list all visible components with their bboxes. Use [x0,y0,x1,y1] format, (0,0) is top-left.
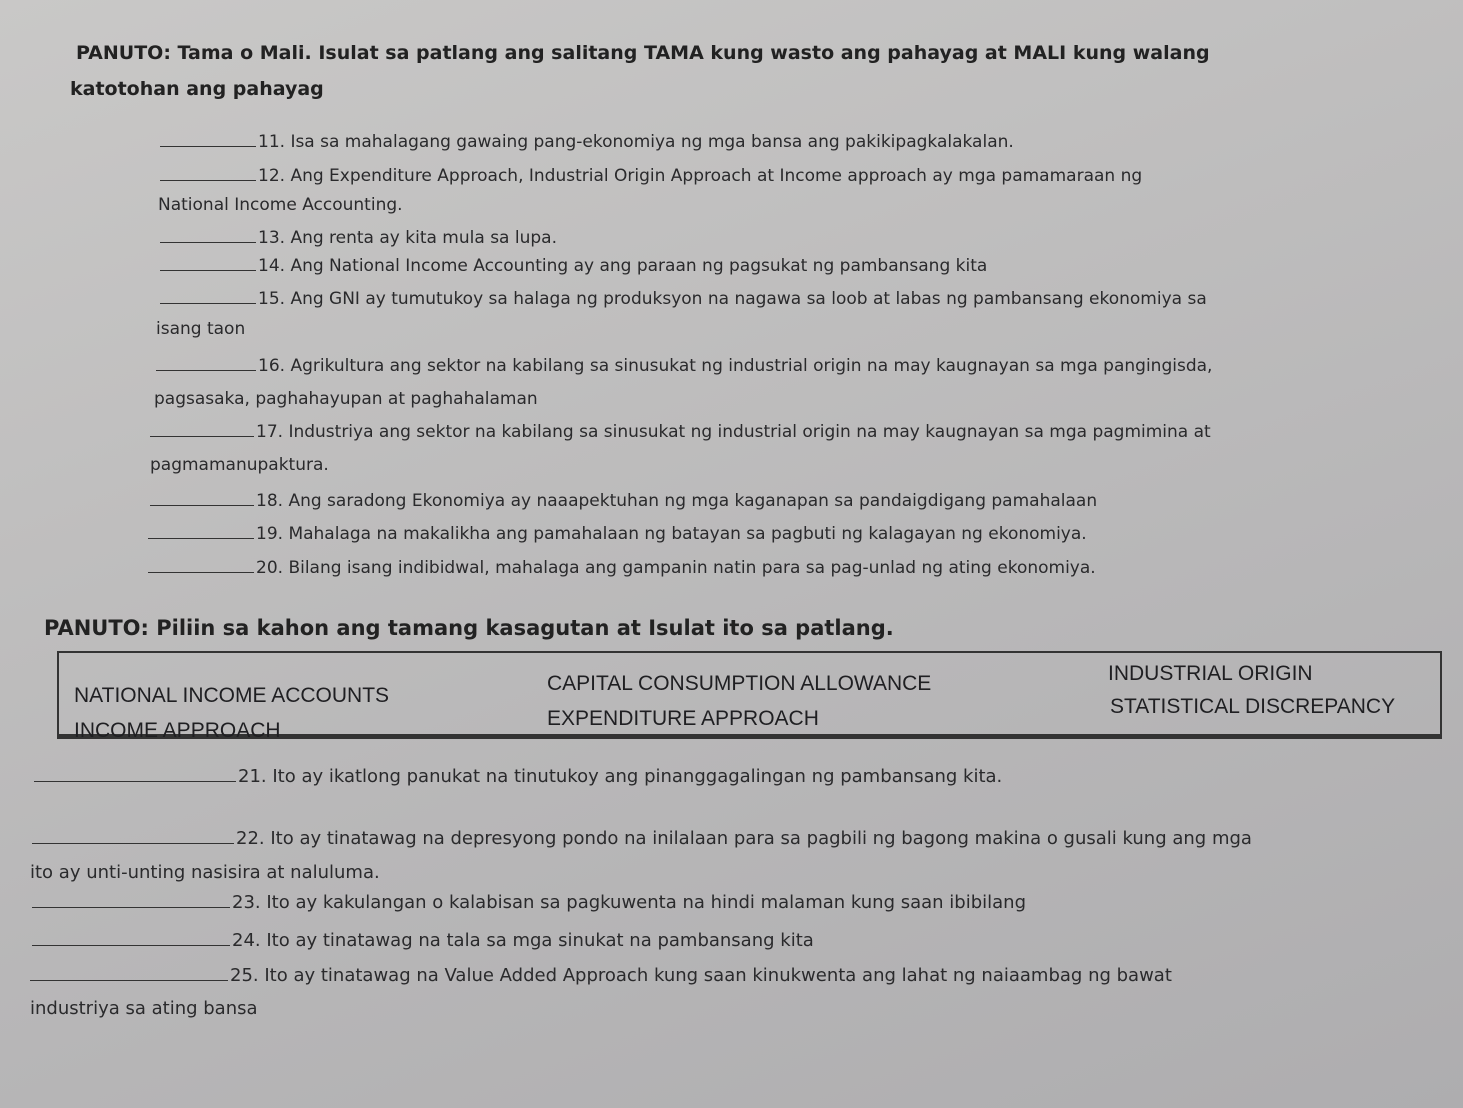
question-14 [160,256,987,276]
question-20 [148,558,1096,578]
question-12 [160,166,1142,186]
question-13-text: 13. Ang renta ay kita mula sa lupa. [258,228,557,248]
answer-blank-13[interactable] [160,228,256,243]
instruction-part2: PANUTO: Piliin sa kahon ang tamang kasagutan at Isulat ito sa patlang. [44,616,894,640]
question-17-continuation: pagmamanupaktura. [150,455,329,475]
answer-blank-19[interactable] [148,524,254,539]
question-19-text: 19. Mahalaga na makalikha ang pamahalaan ng batayan sa pagbuti ng kalagayan ng ekonomiya. [256,524,1087,544]
choice-expenditure-approach: EXPENDITURE APPROACH [547,707,819,730]
question-21-text: 21. Ito ay ikatlong panukat na tinutukoy ang pinanggagalingan ng pambansang kita. [238,766,1003,787]
question-13 [160,228,557,248]
question-22-text: 22. Ito ay tinatawag na depresyong pondo na inilalaan para sa pagbili ng bagong makina o gusali kung ang mga [236,828,1252,849]
answer-blank-17[interactable] [150,422,254,437]
question-16-continuation: pagsasaka, paghahayupan at paghahalaman [154,389,538,409]
question-16 [156,356,1212,376]
answer-blank-14[interactable] [160,256,256,271]
answer-blank-25[interactable] [30,966,228,981]
answer-blank-16[interactable] [156,356,256,371]
answer-blank-18[interactable] [150,491,254,506]
answer-blank-23[interactable] [32,893,230,908]
choice-statistical-discrepancy: STATISTICAL DISCREPANCY [1110,695,1396,718]
choice-capital-consumption-allowance: CAPITAL CONSUMPTION ALLOWANCE [547,672,932,695]
question-25-text: 25. Ito ay tinatawag na Value Added Approach kung saan kinukwenta ang lahat ng naiaambag ng bawat [230,965,1172,986]
answer-blank-24[interactable] [32,931,230,946]
question-19 [148,524,1087,544]
question-23 [32,892,1026,913]
question-24-text: 24. Ito ay tinatawag na tala sa mga sinukat na pambansang kita [232,930,814,951]
question-18 [150,491,1097,511]
question-16-text: 16. Agrikultura ang sektor na kabilang sa sinusukat ng industrial origin na may kaugnayan sa mga pangingisda, [258,356,1213,376]
question-15-continuation: isang taon [156,319,246,339]
answer-blank-21[interactable] [34,767,236,782]
answer-blank-20[interactable] [148,558,254,573]
question-17 [150,422,1211,442]
instruction-part1-line2: katotohan ang pahayag [70,78,324,100]
choice-income-approach: INCOME APPROACH [74,719,281,742]
question-25-continuation: industriya sa ating bansa [30,998,258,1019]
question-12-text: 12. Ang Expenditure Approach, Industrial Origin Approach at Income approach ay mga pamamaraan ng [258,166,1143,186]
question-22-continuation: ito ay unti-unting nasisira at naluluma. [30,862,380,883]
question-15 [160,289,1207,309]
question-18-text: 18. Ang saradong Ekonomiya ay naaapektuhan ng mga kaganapan sa pandaigdigang pamahalaan [256,491,1098,511]
question-21 [34,766,1002,787]
question-12-continuation: National Income Accounting. [158,195,403,215]
answer-blank-11[interactable] [160,132,256,147]
question-11 [160,132,1014,152]
choice-industrial-origin: INDUSTRIAL ORIGIN [1108,662,1313,685]
question-14-text: 14. Ang National Income Accounting ay ang paraan ng pagsukat ng pambansang kita [258,256,988,276]
question-20-text: 20. Bilang isang indibidwal, mahalaga ang gampanin natin para sa pag-unlad ng ating ekonomiya. [256,558,1096,578]
choice-national-income-accounts: NATIONAL INCOME ACCOUNTS [74,684,390,707]
instruction-part1-line1: PANUTO: Tama o Mali. Isulat sa patlang ang salitang TAMA kung wasto ang pahayag at MALI kung walang [76,42,1210,64]
question-25 [30,965,1172,986]
question-11-text: 11. Isa sa mahalagang gawaing pang-ekonomiya ng mga bansa ang pakikipagkalakalan. [258,132,1014,152]
answer-blank-15[interactable] [160,289,256,304]
question-22 [32,828,1252,849]
question-15-text: 15. Ang GNI ay tumutukoy sa halaga ng produksyon na nagawa sa loob at labas ng pambansang ekonomiya sa [258,289,1207,309]
question-17-text: 17. Industriya ang sektor na kabilang sa sinusukat ng industrial origin na may kaugnayan sa mga pagmimina at [256,422,1211,442]
question-24 [32,930,814,951]
question-23-text: 23. Ito ay kakulangan o kalabisan sa pagkuwenta na hindi malaman kung saan ibibilang [232,892,1027,913]
answer-blank-12[interactable] [160,166,256,181]
answer-blank-22[interactable] [32,829,234,844]
